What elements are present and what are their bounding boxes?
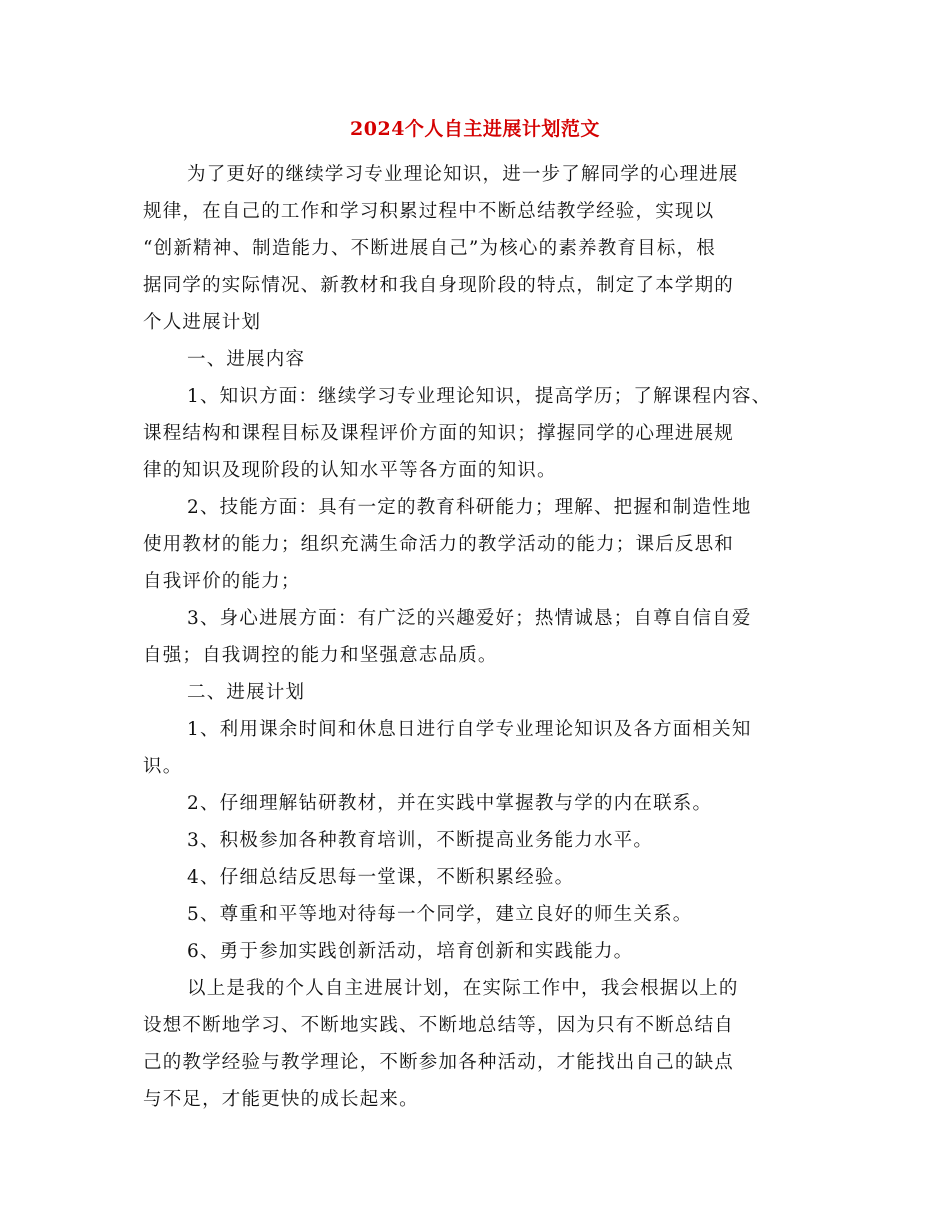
section-heading	[143, 341, 823, 378]
intro-line: “创新精神、制造能力、不断进展自己”为核心的素养教育目标，根	[143, 238, 716, 259]
section2-item	[143, 859, 823, 896]
conclusion-line: 己的教学经验与教学理论，不断参加各种活动，才能找出自己的缺点	[143, 1052, 735, 1073]
conclusion-paragraph	[143, 970, 823, 1118]
section1-heading: 一、进展内容	[187, 349, 306, 370]
conclusion-line: 以上是我的个人自主进展计划，在实际工作中，我会根据以上的	[187, 978, 739, 999]
item-line: 6、勇于参加实践创新活动，培育创新和实践能力。	[187, 941, 634, 962]
item-line: 3、积极参加各种教育培训，不断提高业务能力水平。	[187, 830, 654, 851]
document-title: 2024个人自主进展计划范文	[350, 118, 600, 140]
section2-item	[143, 933, 823, 970]
section2-item	[143, 711, 823, 785]
item-line: 自强；自我调控的能力和坚强意志品质。	[143, 645, 498, 666]
item-line: 自我评价的能力；	[143, 571, 301, 592]
item-line: 1、利用课余时间和休息日进行自学专业理论知识及各方面相关知	[187, 719, 752, 740]
conclusion-line: 与不足，才能更快的成长起来。	[143, 1089, 419, 1110]
intro-paragraph	[143, 156, 823, 341]
intro-line: 个人进展计划	[143, 312, 262, 333]
item-line: 识。	[143, 756, 183, 777]
section1-item	[143, 489, 823, 600]
item-line: 律的知识及现阶段的认知水平等各方面的知识。	[143, 460, 557, 481]
section1-item	[143, 378, 823, 489]
section2-item	[143, 822, 823, 859]
intro-line: 规律，在自己的工作和学习积累过程中不断总结教学经验，实现以	[143, 201, 715, 222]
section2-heading: 二、进展计划	[187, 682, 306, 703]
document-body	[143, 156, 823, 1118]
section2-item	[143, 785, 823, 822]
intro-line: 为了更好的继续学习专业理论知识，进一步了解同学的心理进展	[187, 164, 739, 185]
item-line: 课程结构和课程目标及课程评价方面的知识；撑握同学的心理进展规	[143, 423, 735, 444]
section2-item	[143, 896, 823, 933]
item-line: 2、技能方面：具有一定的教育科研能力；理解、把握和制造性地	[187, 497, 752, 518]
item-line: 4、仔细总结反思每一堂课，不断积累经验。	[187, 867, 575, 888]
item-line: 5、尊重和平等地对待每一个同学，建立良好的师生关系。	[187, 904, 693, 925]
section-heading	[143, 674, 823, 711]
item-line: 2、仔细理解钻研教材，并在实践中掌握教与学的内在联系。	[187, 793, 713, 814]
intro-line: 据同学的实际情况、新教材和我自身现阶段的特点，制定了本学期的	[143, 275, 735, 296]
item-line: 3、身心进展方面：有广泛的兴趣爱好；热情诚恳；自尊自信自爱	[187, 608, 752, 629]
conclusion-line: 设想不断地学习、不断地实践、不断地总结等，因为只有不断总结自	[143, 1015, 735, 1036]
item-line: 1、知识方面：继续学习专业理论知识，提高学历；了解课程内容、	[187, 386, 772, 407]
section1-item	[143, 600, 823, 674]
item-line: 使用教材的能力；组织充满生命活力的教学活动的能力；课后反思和	[143, 534, 735, 555]
